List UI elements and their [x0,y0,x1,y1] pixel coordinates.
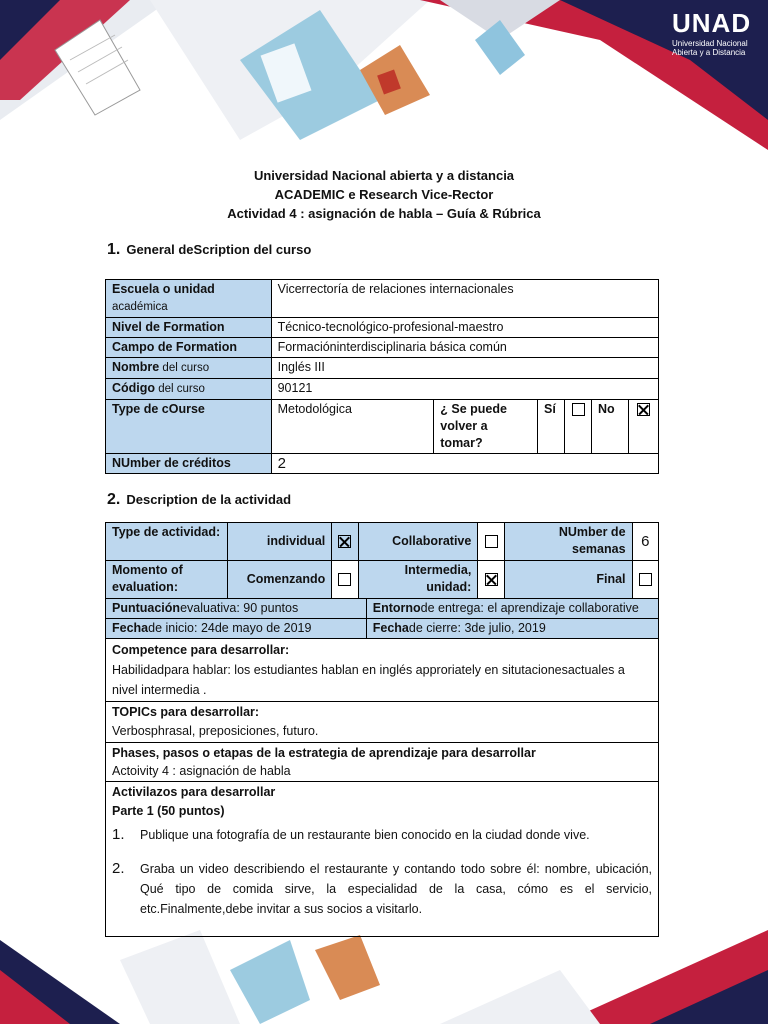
competence-bold: Habilidadpara hablar [112,663,228,677]
moment-label: Momento of evaluation: [106,561,228,599]
comenzando-label: Comenzando [227,561,332,599]
environment-cell: Entornode entrega: el aprendizaje collaborative [366,599,658,619]
section-1-heading [107,241,311,259]
header-line-3: Actividad 4 : asignación de habla – Guía & Rúbrica [227,206,541,221]
score-cell: Puntuaciónevaluativa: 90 puntos [106,599,367,619]
credits-value: 2 [271,454,658,474]
unad-logo [672,8,764,80]
logo-subtitle-1: Universidad Nacional [672,39,748,48]
header-line-2: ACADEMIC e Research Vice-Rector [274,187,494,202]
document-header [0,166,768,223]
collaborative-label: Collaborative [358,523,478,561]
logo-subtitle-2: Abierta y a Distancia [672,48,746,57]
weeks-value: 6 [632,523,658,561]
nombre-value: Inglés III [271,358,658,379]
nivel-label: Nivel de Formation [106,318,272,338]
section-2-heading [107,491,291,509]
list-item: 1. Publique una fotografía de un restaurante bien conocido en la ciudad donde vive. [112,826,590,843]
competence-title: Competence para desarrollar: [112,643,290,657]
footer-decoration [0,930,768,1024]
end-date-cell: Fechade cierre: 3de julio, 2019 [366,619,658,639]
yes-label: Sí [538,400,565,454]
nombre-label: Nombre del curso [106,358,272,379]
header-decoration [0,0,768,160]
section-1-number: 1. [107,241,121,258]
final-checkbox [632,561,658,599]
type-value: Metodológica [271,400,434,454]
logo-name: UNAD [672,8,752,38]
phases-text: Actoivity 4 : asignación de habla [112,764,291,778]
individual-checkbox-checked [332,523,358,561]
no-label: No [592,400,629,454]
nivel-value: Técnico-tecnológico-profesional-maestro [271,318,658,338]
type-label: Type de cOurse [106,400,272,454]
comenzando-checkbox [332,561,358,599]
topics-cell [106,702,659,743]
start-date-cell: Fechade inicio: 24de mayo de 2019 [106,619,367,639]
section-2-number: 2. [107,491,121,508]
topics-text: Verbosphrasal, preposiciones, futuro. [112,724,319,738]
no-checkbox-checked [628,400,658,454]
list-item: 2. Graba un video describiendo el restaurante y contando todo sobre él: nombre, ubicación, Qué tipo de comida sirve, la especialidad de la casa, cómo es el servicio, etc.Finalmente,debe invitar a sus socios a visitarlo. [112,860,652,916]
section-2-title: Description de la actividad [126,492,292,507]
topics-title: TOPICs para desarrollar: [112,705,260,719]
campo-value: Formacióninterdisciplinaria básica común [271,338,658,358]
intermedia-checkbox-checked [478,561,504,599]
yes-checkbox [565,400,592,454]
codigo-value: 90121 [271,379,658,400]
campo-label: Campo de Formation [106,338,272,358]
escuela-value: Vicerrectoría de relaciones internacionales [271,280,658,318]
section-1-title: General deScription del curso [126,242,312,257]
phases-cell [106,743,659,782]
activities-cell [106,782,659,937]
final-label: Final [504,561,632,599]
repeat-question: ¿ Se puede volver a tomar? [434,400,538,454]
activity-table [105,522,659,937]
intermedia-label: Intermedia, unidad: [358,561,478,599]
part-title: Parte 1 (50 puntos) [112,804,225,818]
escuela-label: Escuela o unidad académica [106,280,272,318]
header-line-1: Universidad Nacional abierta y a distancia [253,168,515,183]
competence-cell [106,639,659,702]
competence-text: : los estudiantes hablan en inglés approriately en situtacionesactuales a nivel intermedia . [112,663,625,697]
activities-title: Activilazos para desarrollar [112,785,276,799]
collaborative-checkbox [478,523,504,561]
phases-title: Phases, pasos o etapas de la estrategia de aprendizaje para desarrollar [112,746,536,760]
course-info-table [105,279,659,474]
codigo-label: Código del curso [106,379,272,400]
individual-label: individual [227,523,332,561]
credits-label: NUmber de créditos [106,454,272,474]
activity-type-label: Type de actividad: [106,523,228,561]
weeks-label: NUmber de semanas [504,523,632,561]
